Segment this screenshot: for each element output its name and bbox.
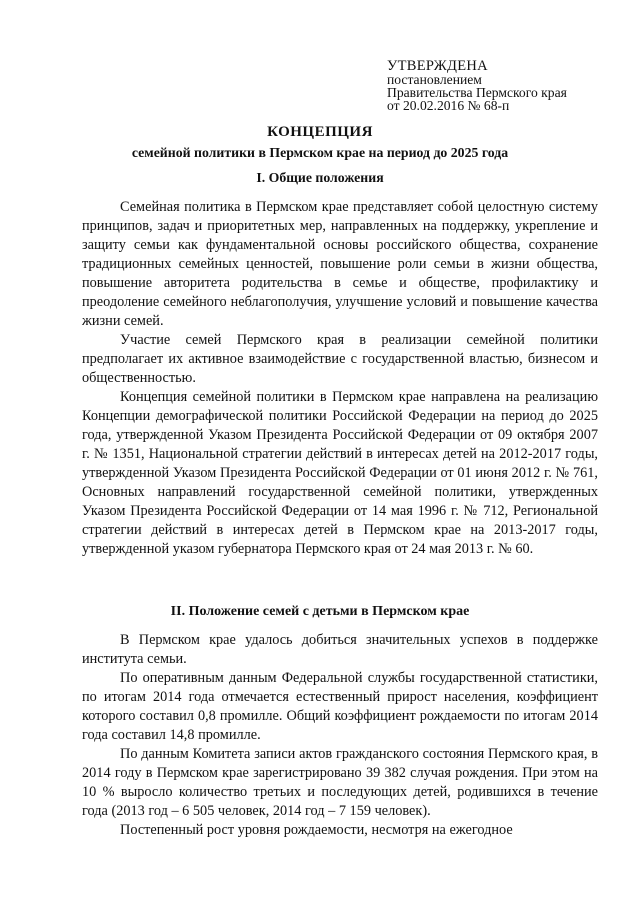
document-title: КОНЦЕПЦИЯ	[267, 124, 373, 140]
paragraph: По данным Комитета записи актов гражданского состояния Пермского края, в 2014 году в Пермском крае зарегистрировано 39 382 случая рождения. При этом на 10 % выросло количество третьих и последующих детей, родившихся в течение года (2013 год – 6 505 человек, 2014 год – 7 159 человек).	[82, 746, 598, 819]
section-heading: II. Положение семей с детьми в Пермском крае	[170, 604, 470, 619]
section-body	[82, 631, 598, 840]
paragraph: Концепция семейной политики в Пермском крае направлена на реализацию Концепции демографической политики Российской Федерации на период до 2025 года, утвержденной Указом Президента Российской Федерации от 09 октября 2007 г. № 1351, Национальной стратегии действий в интересах детей на 2012-2017 годы, утвержденной Указом Президента Российской Федерации от 01 июня 2012 г. № 761, Основных направлений государственной семейной политики, утвержденных Указом Президента Российской Федерации от 14 мая 1996 г. № 712, Региональной стратегии действий в интересах детей в Пермском крае на 2013-2017 годы, утвержденной указом губернатора Пермского края от 24 мая 2013 г. № 60.	[82, 389, 598, 557]
approval-line: от 20.02.2016 № 68-п	[387, 98, 510, 113]
paragraph: По оперативным данным Федеральной службы государственной статистики, по итогам 2014 года отмечается естественный прирост населения, коэффициент которого составил 0,8 промилле. Общий коэффициент рождаемости по итогам 2014 года составил 14,8 промилле.	[82, 670, 598, 743]
approval-line: Правительства Пермского края	[387, 85, 567, 100]
document-subtitle: семейной политики в Пермском крае на период до 2025 года	[131, 145, 509, 160]
approval-stamp	[387, 60, 567, 112]
approval-line: постановлением	[387, 72, 482, 87]
approval-label: УТВЕРЖДЕНА	[387, 58, 488, 74]
paragraph: Участие семей Пермского края в реализации семейной политики предполагает их активное взаимодействие с государственной властью, бизнесом и общественностью.	[82, 332, 598, 386]
paragraph: Семейная политика в Пермском крае представляет собой целостную систему принципов, задач и приоритетных мер, направленных на поддержку, укрепление и защиту семьи как фундаментальной основы российского общества, сохранение традиционных семейных ценностей, повышение роли семьи в жизни общества, повышение авторитета родительства в семье и обществе, профилактику и преодоление семейного неблагополучия, улучшение условий и повышение качества жизни семей.	[82, 199, 598, 329]
paragraph: В Пермском крае удалось добиться значительных успехов в поддержке института семьи.	[82, 632, 598, 667]
section-body	[82, 198, 598, 559]
paragraph: Постепенный рост уровня рождаемости, несмотря на ежегодное	[120, 822, 513, 838]
section-heading: I. Общие положения	[256, 170, 384, 185]
